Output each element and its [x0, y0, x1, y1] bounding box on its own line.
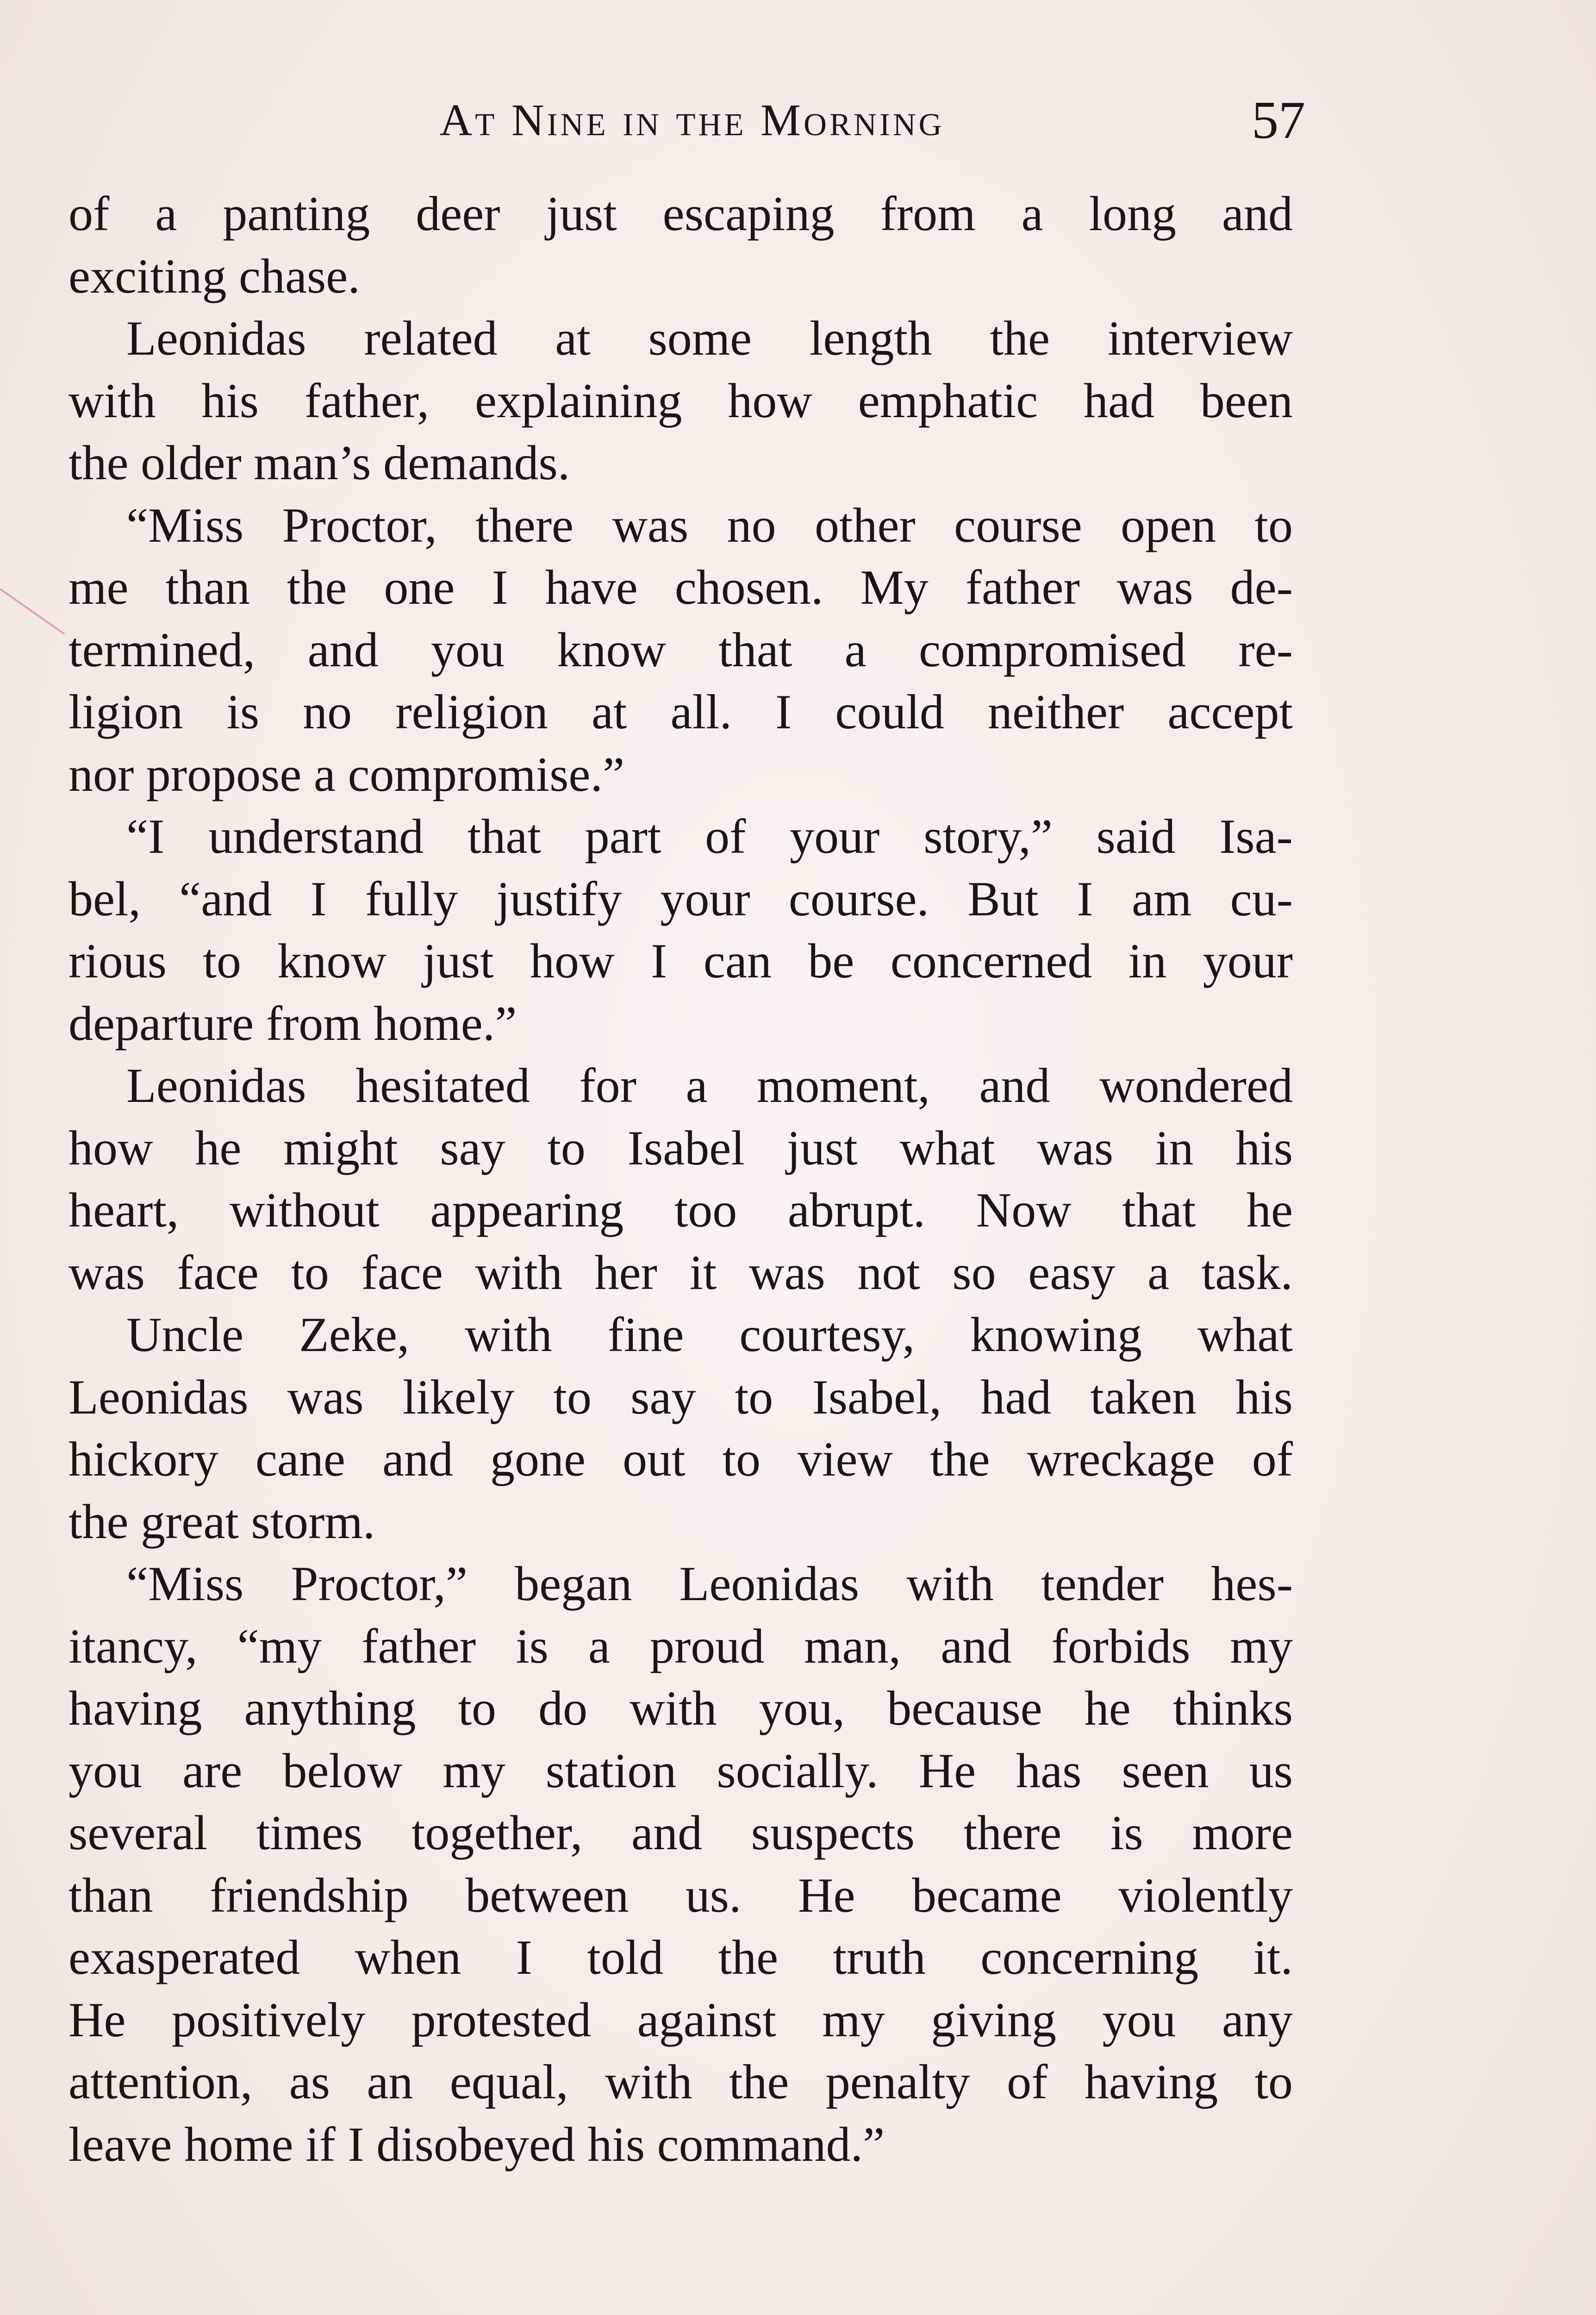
text-line: bel, “and I fully justify your course. But I am cu-: [69, 871, 1293, 926]
text-line: “Miss Proctor, there was no other course open to: [126, 498, 1293, 552]
text-line: attention, as an equal, with the penalty of having to: [69, 2055, 1293, 2109]
text-line: rious to know just how I can be concerned in your: [69, 934, 1293, 988]
text-line: Uncle Zeke, with fine courtesy, knowing what: [126, 1308, 1293, 1362]
text-line: Leonidas was likely to say to Isabel, had taken his: [69, 1370, 1293, 1424]
text-line: you are below my station socially. He has seen us: [69, 1743, 1293, 1798]
text-line: termined, and you know that a compromised re-: [69, 622, 1293, 677]
text-line: ligion is no religion at all. I could neither accept: [69, 685, 1293, 739]
text-line: leave home if I disobeyed his command.”: [69, 2117, 885, 2171]
text-line: Leonidas related at some length the interview: [126, 311, 1293, 365]
text-line: was face to face with her it was not so easy a task.: [69, 1245, 1293, 1300]
text-line: of a panting deer just escaping from a long and: [69, 187, 1293, 241]
text-line: hickory cane and gone out to view the wreckage of: [69, 1432, 1293, 1486]
text-line: several times together, and suspects there is more: [69, 1806, 1293, 1860]
text-line: nor propose a compromise.”: [69, 747, 624, 801]
text-line: exasperated when I told the truth concerning it.: [69, 1930, 1293, 1984]
text-line: than friendship between us. He became violently: [69, 1868, 1293, 1922]
page-number: 57: [1252, 91, 1305, 150]
text-line: me than the one I have chosen. My father was de-: [69, 560, 1293, 614]
text-line: departure from home.”: [69, 996, 517, 1051]
text-line: “Miss Proctor,” began Leonidas with tender hes-: [126, 1557, 1293, 1611]
text-line: with his father, explaining how emphatic had been: [69, 373, 1293, 428]
text-line: heart, without appearing too abrupt. Now that he: [69, 1183, 1293, 1237]
margin-pencil-mark: [0, 588, 65, 635]
text-line: how he might say to Isabel just what was in his: [69, 1120, 1293, 1175]
body-text: [69, 183, 1293, 2176]
text-line: itancy, “my father is a proud man, and forbids my: [69, 1619, 1293, 1673]
text-line: “I understand that part of your story,” said Isa-: [126, 809, 1293, 863]
text-line: Leonidas hesitated for a moment, and wondered: [126, 1058, 1293, 1113]
page-header: [0, 83, 1596, 157]
text-line: the older man’s demands.: [69, 436, 570, 490]
text-line: the great storm.: [69, 1494, 375, 1549]
text-line: exciting chase.: [69, 249, 360, 303]
text-line: He positively protested against my giving you any: [69, 1992, 1293, 2047]
text-line: having anything to do with you, because he thinks: [69, 1681, 1293, 1735]
running-head: At Nine in the Morning: [439, 95, 945, 145]
